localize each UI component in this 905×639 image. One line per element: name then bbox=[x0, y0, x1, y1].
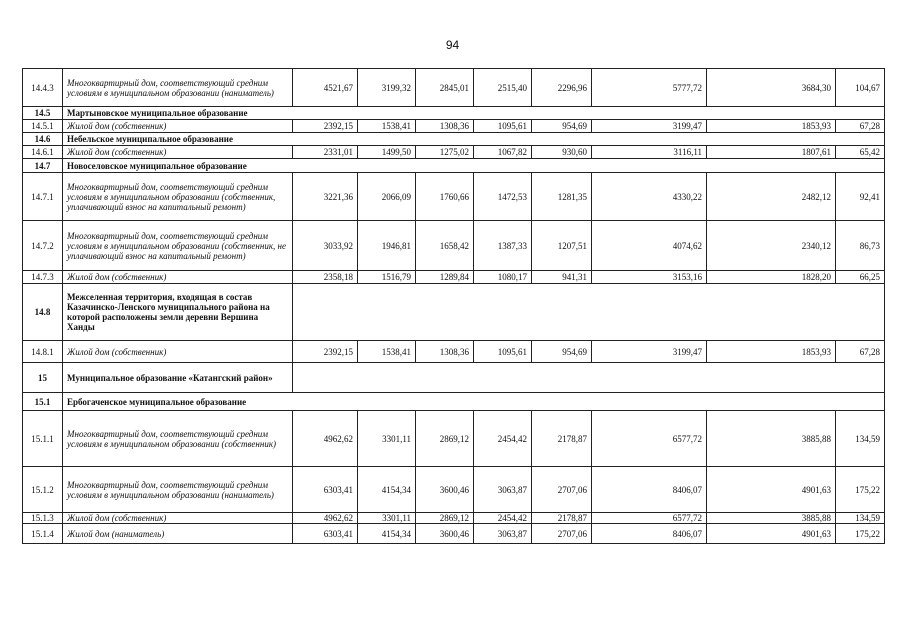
cell-value: 2066,09 bbox=[358, 173, 416, 221]
cell-value: 954,69 bbox=[532, 341, 592, 363]
cell-value: 1095,61 bbox=[474, 120, 532, 133]
cell-value: 4901,63 bbox=[707, 524, 836, 544]
row-code: 15.1.1 bbox=[23, 411, 63, 467]
row-code: 14.7.1 bbox=[23, 173, 63, 221]
section-title: Межселенная территория, входящая в состав Казачинско-Ленского муниципального района на которой расположены земли деревни Вершина Ханды bbox=[63, 284, 293, 341]
row-name: Жилой дом (собственник) bbox=[63, 146, 293, 159]
table-row bbox=[23, 411, 885, 467]
cell-value: 1516,79 bbox=[358, 271, 416, 284]
cell-value: 3199,47 bbox=[592, 341, 707, 363]
cell-value: 8406,07 bbox=[592, 524, 707, 544]
cell-value: 4962,62 bbox=[293, 513, 358, 524]
cell-value: 2454,42 bbox=[474, 513, 532, 524]
cell-value: 2392,15 bbox=[293, 120, 358, 133]
cell-value: 65,42 bbox=[836, 146, 885, 159]
section-code: 14.6 bbox=[23, 133, 63, 146]
cell-value: 1658,42 bbox=[416, 221, 474, 271]
section-title: Муниципальное образование «Катангский район» bbox=[63, 363, 293, 393]
page-number: 94 bbox=[445, 38, 460, 52]
row-code: 14.5.1 bbox=[23, 120, 63, 133]
table-row bbox=[23, 467, 885, 513]
cell-value: 67,28 bbox=[836, 341, 885, 363]
cell-value: 3033,92 bbox=[293, 221, 358, 271]
cell-value: 2340,12 bbox=[707, 221, 836, 271]
cell-value: 3600,46 bbox=[416, 524, 474, 544]
section-title: Мартыновское муниципальное образование bbox=[63, 107, 885, 120]
cell-value: 3063,87 bbox=[474, 524, 532, 544]
cell-value: 1275,02 bbox=[416, 146, 474, 159]
cell-value: 4521,67 bbox=[293, 69, 358, 107]
cell-value: 1853,93 bbox=[707, 341, 836, 363]
section-row bbox=[23, 159, 885, 173]
empty-cell bbox=[293, 284, 885, 341]
row-code: 15.1.2 bbox=[23, 467, 63, 513]
cell-value: 3301,11 bbox=[358, 513, 416, 524]
tariff-table bbox=[22, 68, 885, 544]
cell-value: 2515,40 bbox=[474, 69, 532, 107]
table-row bbox=[23, 69, 885, 107]
section-code: 15.1 bbox=[23, 393, 63, 411]
cell-value: 1308,36 bbox=[416, 120, 474, 133]
cell-value: 2331,01 bbox=[293, 146, 358, 159]
row-name: Многоквартирный дом, соответствующий средним условиям в муниципальном образовании (наниматель) bbox=[63, 467, 293, 513]
section-code: 14.8 bbox=[23, 284, 63, 341]
row-name: Многоквартирный дом, соответствующий средним условиям в муниципальном образовании (собственник, уплачивающий взнос на капитальный ремонт) bbox=[63, 173, 293, 221]
row-name: Многоквартирный дом, соответствующий средним условиям в муниципальном образовании (собственник, не уплачивающий взнос на капитальный ремонт) bbox=[63, 221, 293, 271]
table-row bbox=[23, 341, 885, 363]
section-code: 14.5 bbox=[23, 107, 63, 120]
cell-value: 6577,72 bbox=[592, 513, 707, 524]
cell-value: 4330,22 bbox=[592, 173, 707, 221]
row-name: Многоквартирный дом, соответствующий средним условиям в муниципальном образовании (наниматель) bbox=[63, 69, 293, 107]
section-row bbox=[23, 284, 885, 341]
cell-value: 1946,81 bbox=[358, 221, 416, 271]
cell-value: 5777,72 bbox=[592, 69, 707, 107]
cell-value: 3116,11 bbox=[592, 146, 707, 159]
row-name: Многоквартирный дом, соответствующий средним условиям в муниципальном образовании (собственник) bbox=[63, 411, 293, 467]
cell-value: 1472,53 bbox=[474, 173, 532, 221]
cell-value: 104,67 bbox=[836, 69, 885, 107]
section-code: 15 bbox=[23, 363, 63, 393]
cell-value: 1080,17 bbox=[474, 271, 532, 284]
cell-value: 3063,87 bbox=[474, 467, 532, 513]
cell-value: 1207,51 bbox=[532, 221, 592, 271]
cell-value: 8406,07 bbox=[592, 467, 707, 513]
cell-value: 2358,18 bbox=[293, 271, 358, 284]
row-name: Жилой дом (собственник) bbox=[63, 120, 293, 133]
section-title: Ербогаченское муниципальное образование bbox=[63, 393, 885, 411]
cell-value: 3199,47 bbox=[592, 120, 707, 133]
section-row bbox=[23, 107, 885, 120]
cell-value: 2707,06 bbox=[532, 524, 592, 544]
cell-value: 930,60 bbox=[532, 146, 592, 159]
cell-value: 175,22 bbox=[836, 467, 885, 513]
row-code: 14.7.2 bbox=[23, 221, 63, 271]
cell-value: 3199,32 bbox=[358, 69, 416, 107]
cell-value: 1538,41 bbox=[358, 120, 416, 133]
section-row bbox=[23, 363, 885, 393]
cell-value: 3153,16 bbox=[592, 271, 707, 284]
section-title: Новоселовское муниципальное образование bbox=[63, 159, 885, 173]
cell-value: 2869,12 bbox=[416, 411, 474, 467]
cell-value: 2178,87 bbox=[532, 513, 592, 524]
section-row bbox=[23, 393, 885, 411]
cell-value: 2454,42 bbox=[474, 411, 532, 467]
cell-value: 1807,61 bbox=[707, 146, 836, 159]
cell-value: 941,31 bbox=[532, 271, 592, 284]
cell-value: 954,69 bbox=[532, 120, 592, 133]
section-row bbox=[23, 133, 885, 146]
table-row bbox=[23, 221, 885, 271]
table-row bbox=[23, 513, 885, 524]
cell-value: 1067,82 bbox=[474, 146, 532, 159]
cell-value: 6303,41 bbox=[293, 524, 358, 544]
cell-value: 4154,34 bbox=[358, 467, 416, 513]
cell-value: 1538,41 bbox=[358, 341, 416, 363]
cell-value: 3221,36 bbox=[293, 173, 358, 221]
cell-value: 4154,34 bbox=[358, 524, 416, 544]
row-name: Жилой дом (наниматель) bbox=[63, 524, 293, 544]
row-code: 14.8.1 bbox=[23, 341, 63, 363]
table-row bbox=[23, 146, 885, 159]
cell-value: 2178,87 bbox=[532, 411, 592, 467]
cell-value: 92,41 bbox=[836, 173, 885, 221]
cell-value: 1760,66 bbox=[416, 173, 474, 221]
cell-value: 134,59 bbox=[836, 513, 885, 524]
row-code: 15.1.4 bbox=[23, 524, 63, 544]
cell-value: 1499,50 bbox=[358, 146, 416, 159]
table-row bbox=[23, 524, 885, 544]
cell-value: 3301,11 bbox=[358, 411, 416, 467]
section-title: Небельское муниципальное образование bbox=[63, 133, 885, 146]
cell-value: 4901,63 bbox=[707, 467, 836, 513]
table-row bbox=[23, 173, 885, 221]
cell-value: 2296,96 bbox=[532, 69, 592, 107]
cell-value: 134,59 bbox=[836, 411, 885, 467]
row-name: Жилой дом (собственник) bbox=[63, 513, 293, 524]
cell-value: 1308,36 bbox=[416, 341, 474, 363]
empty-cell bbox=[293, 363, 885, 393]
row-code: 14.4.3 bbox=[23, 69, 63, 107]
cell-value: 1387,33 bbox=[474, 221, 532, 271]
cell-value: 1289,84 bbox=[416, 271, 474, 284]
cell-value: 3885,88 bbox=[707, 513, 836, 524]
cell-value: 66,25 bbox=[836, 271, 885, 284]
cell-value: 4962,62 bbox=[293, 411, 358, 467]
cell-value: 3885,88 bbox=[707, 411, 836, 467]
cell-value: 4074,62 bbox=[592, 221, 707, 271]
cell-value: 175,22 bbox=[836, 524, 885, 544]
table-row bbox=[23, 271, 885, 284]
cell-value: 1853,93 bbox=[707, 120, 836, 133]
cell-value: 3684,30 bbox=[707, 69, 836, 107]
table-row bbox=[23, 120, 885, 133]
cell-value: 1828,20 bbox=[707, 271, 836, 284]
row-name: Жилой дом (собственник) bbox=[63, 341, 293, 363]
section-code: 14.7 bbox=[23, 159, 63, 173]
cell-value: 6303,41 bbox=[293, 467, 358, 513]
cell-value: 67,28 bbox=[836, 120, 885, 133]
row-code: 14.6.1 bbox=[23, 146, 63, 159]
row-code: 15.1.3 bbox=[23, 513, 63, 524]
cell-value: 2869,12 bbox=[416, 513, 474, 524]
cell-value: 1281,35 bbox=[532, 173, 592, 221]
cell-value: 2845,01 bbox=[416, 69, 474, 107]
row-name: Жилой дом (собственник) bbox=[63, 271, 293, 284]
cell-value: 86,73 bbox=[836, 221, 885, 271]
cell-value: 1095,61 bbox=[474, 341, 532, 363]
row-code: 14.7.3 bbox=[23, 271, 63, 284]
cell-value: 2392,15 bbox=[293, 341, 358, 363]
cell-value: 2707,06 bbox=[532, 467, 592, 513]
cell-value: 3600,46 bbox=[416, 467, 474, 513]
cell-value: 2482,12 bbox=[707, 173, 836, 221]
cell-value: 6577,72 bbox=[592, 411, 707, 467]
